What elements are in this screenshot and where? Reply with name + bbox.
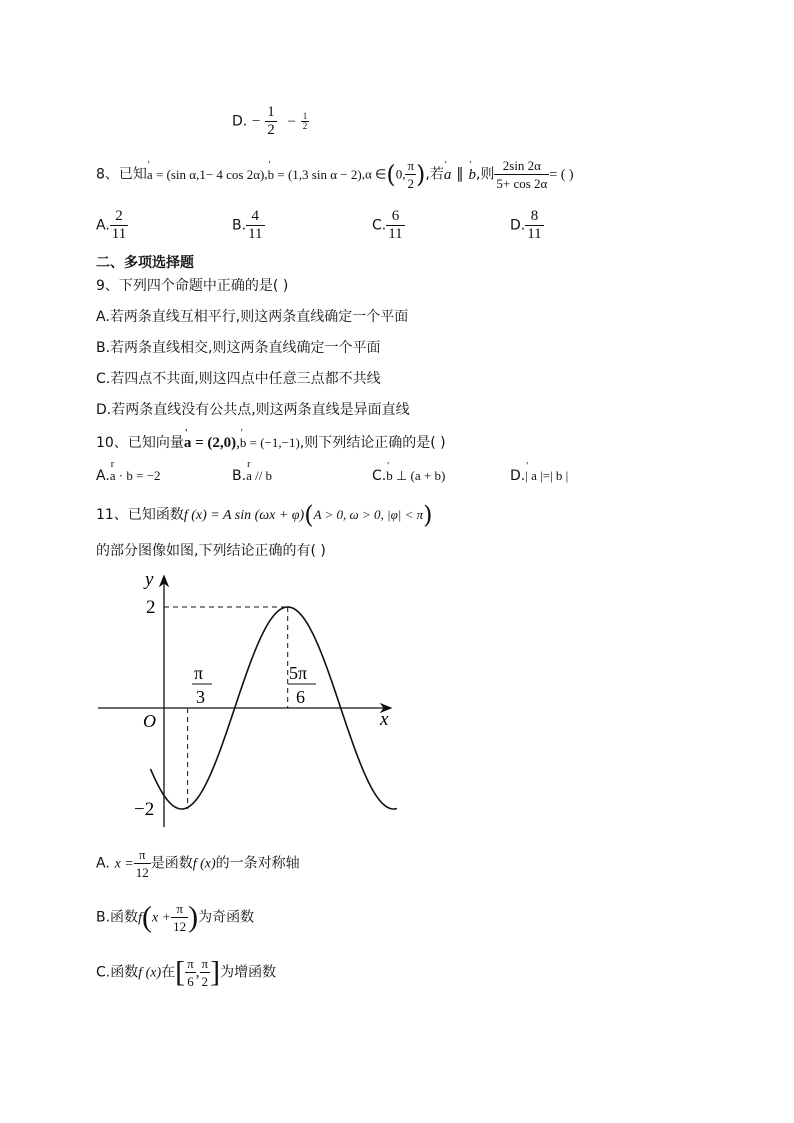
q7-option-d: D. − $\frac{1}{2}$ − $\frac{1}{2}$	[232, 104, 308, 138]
ytick-label-min: −2	[134, 799, 155, 820]
q11-stem: 11、已知函数f (x) = A sin (ωx + φ)(A > 0, ω > 0, |φ| < π)	[96, 501, 433, 529]
y-axis-label: y	[145, 569, 154, 590]
q9-stem: 9、下列四个命题中正确的是( )	[96, 278, 289, 294]
origin-label: O	[143, 711, 156, 731]
section-title: 二、多项选择题	[96, 255, 194, 271]
q10-option-a: A.r a · b = −2	[96, 466, 161, 487]
q8-option-d: D. $\frac{8}{11}$	[510, 208, 542, 242]
xtick-label-pi-3	[192, 663, 212, 707]
q10-option-c: C.' b ⊥ (a + b)	[372, 466, 445, 487]
q9-option-a: A.若两条直线互相平行,则这两条直线确定一个平面	[96, 309, 409, 325]
q8-vector-b-def: ' b = (1,3 sin α − 2)	[268, 165, 362, 185]
q9-option-d: D.若两条直线没有公共点,则这两条直线是异面直线	[96, 402, 410, 418]
q10-stem: 10、已知向量' a = (2,0),' b = (−1,−1),则下列结论正确的是( )	[96, 432, 446, 453]
q11-option-a: A. x = $\frac{\pi}{12}$ 是函数f (x)的一条对称轴	[96, 847, 300, 880]
q10-option-b: B.r a // b	[232, 466, 272, 487]
q11-line2: 的部分图像如图,下列结论正确的有( )	[96, 543, 326, 559]
svg-text:6: 6	[296, 687, 305, 707]
svg-text:5π: 5π	[289, 663, 308, 683]
svg-text:3: 3	[196, 687, 205, 707]
q8-pi-over-2: $\frac{\pi}{2}$	[407, 158, 415, 191]
q8-main-fraction: $\frac{2\sin 2\alpha}{5+ \cos 2\alpha}$	[496, 158, 548, 191]
q8-vector-a-def: ' a = (sin α,1− 4 cos 2α)	[147, 165, 264, 185]
q10-vector-b: ' b = (−1,−1)	[240, 433, 300, 453]
q7-fraction: $\frac{1}{2}$	[267, 104, 275, 138]
xtick-label-5pi-6	[288, 663, 316, 707]
q9-option-c: C.若四点不共面,则这四点中任意三点都不共线	[96, 371, 381, 387]
q9-option-b: B.若两条直线相交,则这两条直线确定一个平面	[96, 340, 381, 356]
ytick-label-max: 2	[146, 597, 156, 618]
q8-option-a: A. $\frac{2}{11}$	[96, 208, 127, 242]
q8-option-c: C. $\frac{6}{11}$	[372, 208, 403, 242]
q11-option-c: C.函数f (x)在[ $\frac{\pi}{6}$ , $\frac{\pi}{2}$ ]为增函数	[96, 955, 277, 989]
q10-option-d: D.' | a |=| b |	[510, 466, 568, 487]
q8-stem: 8、已知' a = (sin α,1− 4 cos 2α),' b = (1,3 sin α − 2),α ∈(0, $\frac{\pi}{2}$ ),若' a ∥ ' b,则 $\frac{2\sin 2\alpha}{5+ \cos 2\alpha}$ = ( )	[96, 157, 574, 192]
svg-text:π: π	[194, 663, 204, 683]
q8-option-b: B. $\frac{4}{11}$	[232, 208, 263, 242]
x-axis-label: x	[380, 709, 389, 730]
q7-small-fraction: $\frac{1}{2}$	[302, 111, 308, 131]
function-graph	[90, 565, 410, 835]
q11-option-b: B.函数f(x + $\frac{\pi}{12}$ )为奇函数	[96, 900, 255, 934]
q10-vector-a: ' a = (2,0)	[184, 433, 236, 453]
